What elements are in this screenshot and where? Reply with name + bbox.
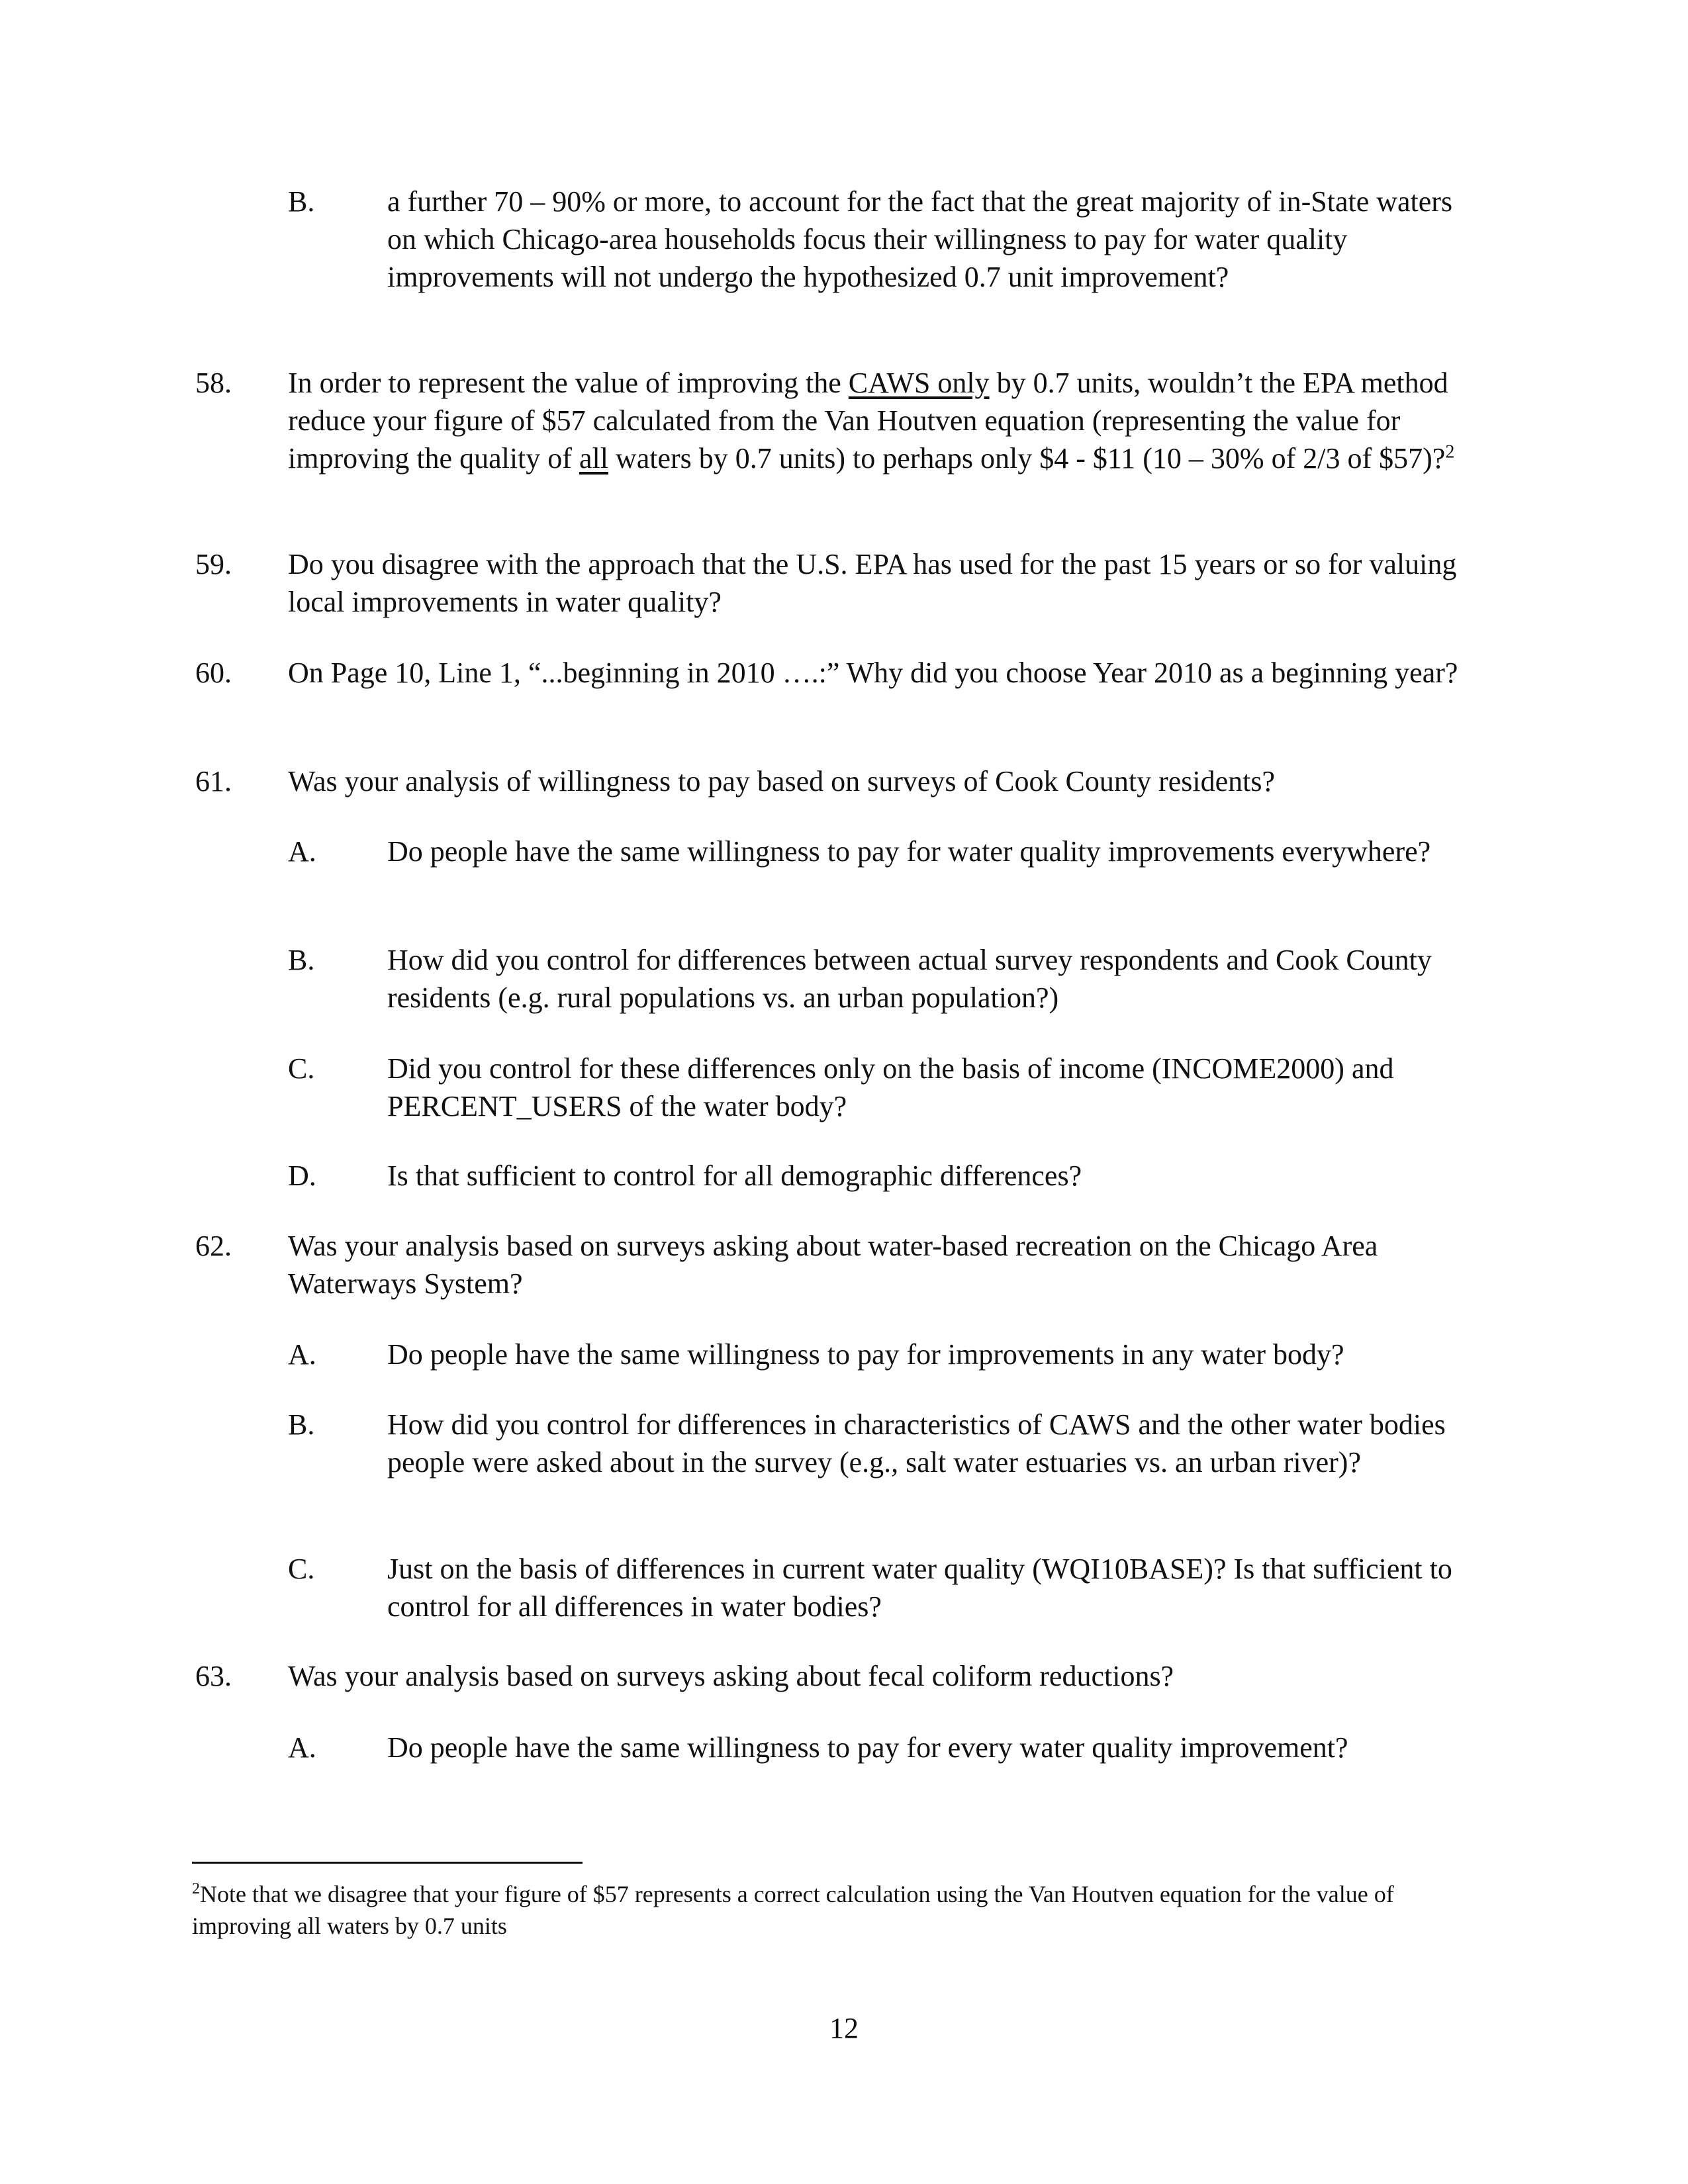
- question-text: In order to represent the value of improving the CAWS only by 0.7 units, wouldn’t the EPA method reduce your figure of $57 calculated from the Van Houtven equation (representing the value for improving the quality of all waters by 0.7 units) to perhaps only $4 - $11 (10 – 30% of 2/3 of $57)?$^2$: [288, 367, 1455, 475]
- footnote-text: Note that we disagree that your figure of $57 represents a correct calculation using the Van Houtven equation for the value of improving all waters by 0.7 units: [192, 1881, 1394, 1939]
- question-text: Was your analysis based on surveys asking about water-based recreation on the Chicago Area Waterways System?: [288, 1230, 1378, 1300]
- item-text: Do people have the same willingness to pay for improvements in any water body?: [387, 1338, 1344, 1371]
- footnote-rule: [192, 1862, 583, 1864]
- question-number: 60.: [195, 657, 232, 689]
- item-text: How did you control for differences in characteristics of CAWS and the other water bodies people were asked about in the survey (e.g., salt water estuaries vs. an urban river)?: [387, 1408, 1446, 1479]
- item-text: Did you control for these differences only on the basis of income (INCOME2000) and PERCENT_USERS of the water body?: [387, 1052, 1394, 1122]
- question-text: On Page 10, Line 1, “...beginning in 2010 ….:” Why did you choose Year 2010 as a beginning year?: [288, 657, 1458, 689]
- footnote-marker: 2: [192, 1880, 200, 1897]
- item-text: How did you control for differences between actual survey respondents and Cook County residents (e.g. rural populations vs. an urban population?): [387, 944, 1432, 1014]
- item-text: a further 70 – 90% or more, to account for the fact that the great majority of in-State waters on which Chicago-area households focus their willingness to pay for water quality improvements will not undergo the hypothesized 0.7 unit improvement?: [387, 185, 1453, 293]
- item-text: Do people have the same willingness to pay for water quality improvements everywhere?: [387, 835, 1431, 868]
- question-number: 63.: [195, 1660, 232, 1692]
- question-number: 61.: [195, 765, 232, 797]
- item-label: A.: [288, 835, 316, 868]
- item-label: C.: [288, 1052, 315, 1085]
- footnote-ref: 2: [1445, 441, 1455, 463]
- item-label: B.: [288, 1408, 315, 1441]
- question-text: Was your analysis of willingness to pay based on surveys of Cook County residents?: [288, 765, 1276, 797]
- item-label: A.: [288, 1731, 316, 1764]
- item-label: B.: [288, 944, 315, 976]
- item-text: Do people have the same willingness to pay for every water quality improvement?: [387, 1731, 1348, 1764]
- question-text: Do you disagree with the approach that the U.S. EPA has used for the past 15 years or so for valuing local improvements in water quality?: [288, 548, 1457, 618]
- underlined-all: all: [579, 442, 608, 475]
- question-number: 59.: [195, 548, 232, 580]
- question-number: 62.: [195, 1230, 232, 1262]
- question-number: 58.: [195, 367, 232, 399]
- underlined-caws-only: CAWS only: [848, 367, 990, 399]
- item-text: Just on the basis of differences in current water quality (WQI10BASE)? Is that sufficient to control for all differences in water bodies?: [387, 1553, 1452, 1623]
- item-label: D.: [288, 1160, 316, 1192]
- item-text: Is that sufficient to control for all demographic differences?: [387, 1160, 1082, 1192]
- footnote: [192, 1878, 1450, 1942]
- page-number: 12: [829, 2012, 859, 2044]
- question-text: Was your analysis based on surveys asking about fecal coliform reductions?: [288, 1660, 1174, 1692]
- item-label: C.: [288, 1553, 315, 1585]
- item-label: B.: [288, 185, 315, 218]
- item-label: A.: [288, 1338, 316, 1371]
